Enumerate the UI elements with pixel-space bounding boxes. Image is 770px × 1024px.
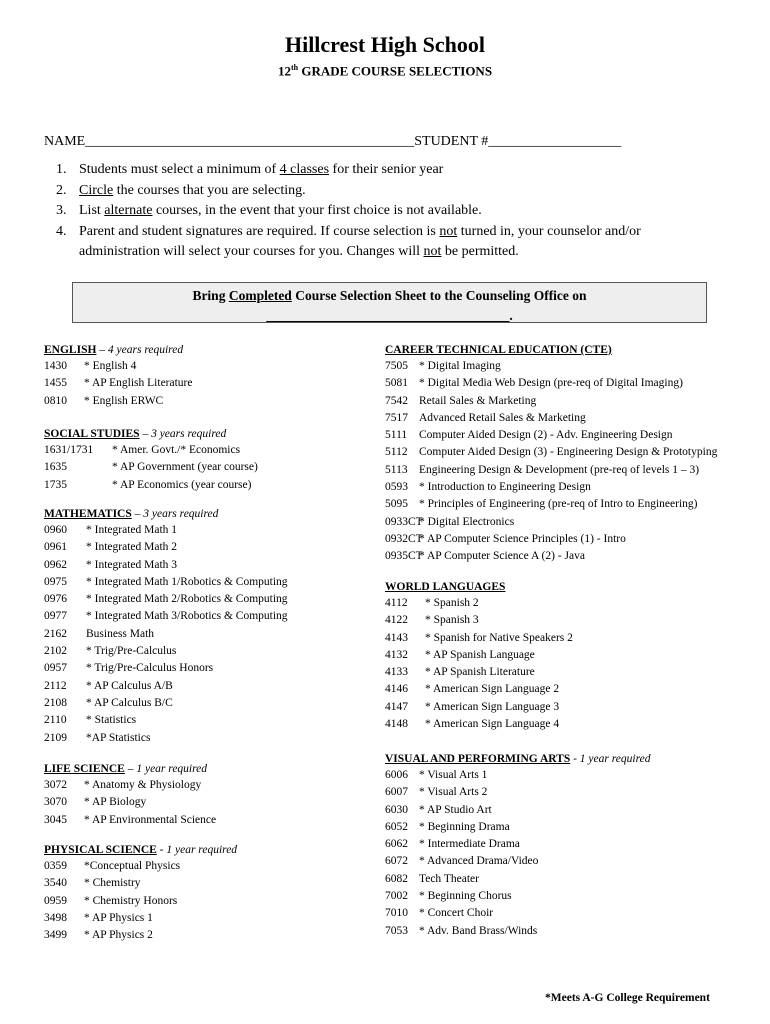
course-section: [44, 761, 216, 829]
course-row[interactable]: [385, 479, 717, 496]
course-row[interactable]: [44, 794, 216, 811]
notice-emphasis: Completed: [228, 288, 292, 303]
course-row[interactable]: [385, 531, 717, 548]
course-section: [385, 579, 573, 733]
course-name: * Digital Imaging: [419, 360, 501, 372]
course-code: 0933CT: [385, 515, 423, 528]
section-title: MATHEMATICS: [44, 508, 132, 520]
course-code: 0935CT: [385, 550, 423, 563]
section-heading: [385, 342, 717, 358]
course-name: * AP Government (year course): [112, 461, 258, 474]
item-number: 4.: [56, 223, 67, 239]
course-code: 2162: [44, 627, 67, 640]
section-title: LIFE SCIENCE: [44, 763, 125, 775]
course-row[interactable]: [385, 871, 650, 888]
course-name: * Concert Choir: [419, 907, 494, 920]
course-name: * American Sign Language 3: [425, 700, 560, 713]
section-heading: [44, 342, 193, 358]
course-row[interactable]: [44, 712, 288, 729]
section-requirement: – 1 year required: [124, 763, 208, 775]
course-name: Retail Sales & Marketing: [419, 394, 537, 407]
course-row[interactable]: [385, 375, 717, 392]
grade-number: 12: [277, 63, 291, 79]
course-name: * Beginning Chorus: [419, 890, 512, 903]
notice-date-line[interactable]: ____________________________________.: [266, 308, 513, 323]
instruction-item: [44, 222, 724, 263]
course-row[interactable]: [385, 595, 573, 612]
instruction-item: [44, 201, 724, 222]
course-name: * AP Environmental Science: [84, 813, 217, 826]
course-row[interactable]: [385, 819, 650, 836]
course-row[interactable]: [385, 802, 650, 819]
course-row[interactable]: [44, 777, 216, 794]
section-requirement: – 3 years required: [131, 508, 219, 520]
course-name: * Integrated Math 2/Robotics & Computing: [86, 593, 288, 606]
course-code: 0976: [44, 593, 67, 606]
course-name: * Trig/Pre-Calculus: [86, 645, 177, 658]
course-code: 4112: [385, 597, 408, 609]
course-row[interactable]: [385, 393, 717, 410]
instruction-text: turned in, your counselor and/or administration will select your courses for you. Changes will: [79, 223, 641, 259]
name-student-row: [44, 134, 724, 150]
course-code: 3540: [44, 877, 67, 890]
course-code: 6030: [385, 803, 408, 816]
instruction-text: for their senior year: [329, 162, 444, 177]
section-title: VISUAL AND PERFORMING ARTS: [385, 753, 571, 765]
course-code: 0932CT: [385, 532, 423, 545]
section-heading: [385, 751, 650, 767]
course-row[interactable]: [44, 875, 237, 892]
course-row[interactable]: [385, 630, 573, 647]
course-code: 3070: [44, 796, 67, 809]
course-code: 1631/1731: [44, 444, 94, 456]
course-name: Business Math: [86, 627, 155, 640]
course-name: * AP Spanish Literature: [425, 666, 535, 679]
course-row[interactable]: [385, 612, 573, 629]
course-code: 5113: [385, 463, 408, 476]
course-code: 3045: [44, 813, 67, 826]
course-row[interactable]: [44, 459, 258, 476]
instruction-text: the courses that you are selecting.: [113, 182, 306, 198]
course-row[interactable]: [385, 462, 717, 479]
course-name: * Advanced Drama/Video: [419, 855, 539, 868]
course-name: * Visual Arts 1: [419, 769, 488, 781]
course-row[interactable]: [44, 522, 288, 539]
course-code: 2112: [44, 679, 67, 692]
course-code: 0810: [44, 394, 67, 407]
course-row[interactable]: [385, 358, 717, 375]
course-row[interactable]: [44, 442, 258, 459]
course-name: * Spanish 2: [425, 597, 479, 609]
course-row[interactable]: [44, 730, 288, 747]
course-row[interactable]: [385, 647, 573, 664]
course-code: 0359: [44, 860, 67, 872]
course-row[interactable]: [385, 496, 717, 513]
instruction-item: [44, 181, 724, 202]
instruction-emphasis: not: [439, 223, 458, 239]
course-code: 6052: [385, 820, 408, 833]
course-section: [385, 751, 650, 940]
course-name: * Trig/Pre-Calculus Honors: [86, 662, 214, 675]
course-row[interactable]: [385, 514, 717, 531]
course-code: 0977: [44, 610, 67, 623]
course-name: Computer Aided Design (3) - Engineering Design & Prototyping: [419, 446, 718, 459]
course-name: * AP English Literature: [84, 377, 193, 390]
course-name: * English ERWC: [84, 394, 164, 407]
course-code: 1455: [44, 377, 67, 390]
course-name: * Principles of Engineering (pre-req of Intro to Engineering): [419, 498, 698, 511]
course-code: 7542: [385, 394, 408, 407]
course-name: *Conceptual Physics: [84, 860, 181, 872]
course-row[interactable]: [44, 393, 193, 410]
course-code: 7517: [385, 411, 408, 424]
notice-part: Course Selection Sheet to the Counseling Office on: [291, 288, 587, 303]
course-code: 6062: [385, 838, 408, 851]
course-row[interactable]: [44, 660, 288, 677]
course-row[interactable]: [44, 375, 193, 392]
course-row[interactable]: [385, 716, 573, 733]
name-field[interactable]: _______________________________________________: [85, 134, 415, 149]
course-code: 4133: [385, 666, 408, 679]
course-name: * Integrated Math 1: [86, 524, 178, 536]
course-row[interactable]: [44, 574, 288, 591]
course-row[interactable]: [44, 695, 288, 712]
counseling-notice-box: [72, 282, 707, 323]
course-name: * Spanish 3: [425, 614, 479, 627]
course-name: * Intermediate Drama: [419, 838, 520, 851]
course-code: 4122: [385, 614, 408, 627]
course-code: 7010: [385, 907, 408, 920]
course-name: * AP Physics 1: [84, 911, 153, 924]
section-requirement: - 1 year required: [156, 844, 238, 856]
course-name: * Chemistry: [84, 877, 141, 890]
course-section: [44, 426, 258, 494]
course-row[interactable]: [44, 557, 288, 574]
school-title: Hillcrest High School: [284, 32, 486, 57]
course-name: * American Sign Language 2: [425, 683, 560, 696]
item-number: 2.: [56, 182, 67, 198]
item-number: 1.: [56, 162, 67, 177]
course-name: * Digital Electronics: [419, 515, 515, 528]
course-code: 0975: [44, 575, 67, 588]
course-row[interactable]: [44, 893, 237, 910]
course-code: 5111: [385, 429, 408, 442]
course-row[interactable]: [385, 888, 650, 905]
course-row[interactable]: [385, 923, 650, 940]
section-title: CAREER TECHNICAL EDUCATION (CTE): [385, 344, 612, 356]
course-code: 0959: [44, 894, 67, 907]
course-name: Computer Aided Design (2) - Adv. Engineering Design: [419, 429, 673, 442]
course-row[interactable]: [385, 836, 650, 853]
course-name: * AP Spanish Language: [425, 648, 535, 661]
course-row[interactable]: [385, 905, 650, 922]
course-code: 3498: [44, 911, 67, 924]
course-row[interactable]: [44, 608, 288, 625]
course-name: * Introduction to Engineering Design: [419, 481, 591, 494]
instruction-text: Students must select a minimum of: [79, 162, 280, 177]
course-code: 4146: [385, 683, 408, 696]
course-code: 0961: [44, 541, 67, 554]
course-name: Engineering Design & Development (pre-req of levels 1 – 3): [419, 463, 700, 476]
course-row[interactable]: [385, 444, 717, 461]
course-code: 1430: [44, 360, 67, 372]
course-code: 7053: [385, 924, 408, 937]
instruction-text: courses, in the event that your first choice is not available.: [152, 203, 482, 218]
course-name: * Amer. Govt./* Economics: [112, 444, 241, 456]
course-code: 4132: [385, 648, 408, 661]
course-row[interactable]: [44, 678, 288, 695]
instructions-list: [44, 160, 724, 263]
section-requirement: – 3 years required: [139, 428, 227, 440]
course-section: [44, 842, 237, 944]
course-row[interactable]: [44, 358, 193, 375]
course-code: 2110: [44, 714, 67, 727]
course-name: * Spanish for Native Speakers 2: [425, 631, 573, 644]
section-heading: [44, 842, 237, 858]
section-heading: [44, 426, 258, 442]
course-name: * AP Physics 2: [84, 929, 153, 942]
course-name: * AP Calculus A/B: [86, 679, 173, 692]
course-row[interactable]: [385, 699, 573, 716]
course-code: 6072: [385, 855, 408, 868]
instruction-emphasis: 4 classes: [279, 162, 330, 177]
course-name: Tech Theater: [419, 872, 479, 885]
student-number-field[interactable]: ___________________: [488, 134, 622, 149]
course-row[interactable]: [44, 539, 288, 556]
course-row[interactable]: [44, 927, 237, 944]
course-code: 6007: [385, 786, 408, 799]
course-name: * AP Economics (year course): [112, 478, 252, 491]
course-name: * AP Studio Art: [419, 803, 492, 816]
section-heading: [44, 506, 288, 522]
course-name: * Statistics: [86, 714, 137, 727]
course-row[interactable]: [385, 664, 573, 681]
course-code: 1635: [44, 461, 67, 474]
section-heading: [44, 761, 216, 777]
course-row[interactable]: [44, 858, 237, 875]
course-row[interactable]: [44, 591, 288, 608]
section-title: ENGLISH: [44, 344, 97, 356]
course-code: 2102: [44, 645, 67, 658]
course-name: * American Sign Language 4: [425, 718, 560, 731]
course-code: 5081: [385, 377, 408, 390]
course-name: * AP Computer Science A (2) - Java: [419, 550, 585, 563]
page-subtitle: [0, 63, 770, 79]
course-row[interactable]: [44, 812, 216, 829]
course-name: * Integrated Math 3/Robotics & Computing: [86, 610, 288, 623]
course-name: * AP Calculus B/C: [86, 696, 173, 709]
course-code: 0593: [385, 481, 408, 494]
course-name: * AP Computer Science Principles (1) - Intro: [419, 532, 626, 545]
item-number: 3.: [56, 203, 67, 218]
instruction-item: [44, 160, 724, 181]
course-section: [385, 342, 717, 566]
course-code: 5112: [385, 446, 408, 459]
name-label: NAME: [44, 134, 86, 149]
course-row[interactable]: [385, 410, 717, 427]
course-name: * Chemistry Honors: [84, 894, 178, 907]
section-requirement: - 1 year required: [570, 753, 651, 765]
course-row[interactable]: [385, 548, 717, 565]
section-heading: [385, 579, 573, 595]
course-code: 0962: [44, 558, 67, 571]
course-name: * Visual Arts 2: [419, 786, 488, 799]
section-title: WORLD LANGUAGES: [385, 581, 506, 593]
course-name: * Integrated Math 2: [86, 541, 178, 554]
instruction-text: List: [79, 203, 105, 218]
course-code: 4147: [385, 700, 408, 713]
grade-suffix: th: [290, 63, 299, 72]
course-code: 6082: [385, 872, 408, 885]
course-code: 0957: [44, 662, 67, 675]
course-name: * AP Biology: [84, 796, 147, 809]
course-name: * Integrated Math 3: [86, 558, 178, 571]
instruction-text: be permitted.: [441, 244, 519, 259]
instruction-text: Parent and student signatures are required. If course selection is: [79, 223, 440, 239]
course-code: 7505: [385, 360, 408, 372]
student-number-label: STUDENT #: [414, 134, 489, 149]
course-row[interactable]: [385, 427, 717, 444]
footer-note: *Meets A-G College Requirement: [545, 992, 710, 1004]
course-row[interactable]: [44, 626, 288, 643]
course-code: 4143: [385, 631, 408, 644]
course-code: 7002: [385, 890, 408, 903]
course-code: 3072: [44, 779, 67, 791]
course-row[interactable]: [44, 910, 237, 927]
course-name: * Anatomy & Physiology: [84, 779, 202, 791]
subtitle-text: GRADE COURSE SELECTIONS: [298, 63, 493, 79]
course-code: 2108: [44, 696, 67, 709]
course-code: 2109: [44, 731, 67, 744]
course-name: *AP Statistics: [86, 731, 151, 744]
course-row[interactable]: [44, 643, 288, 660]
course-row[interactable]: [385, 853, 650, 870]
instruction-emphasis: alternate: [104, 203, 153, 218]
course-code: 1735: [44, 478, 67, 491]
course-name: * Digital Media Web Design (pre-req of Digital Imaging): [419, 377, 683, 390]
section-title: SOCIAL STUDIES: [44, 428, 140, 440]
course-row[interactable]: [44, 477, 258, 494]
course-name: * Beginning Drama: [419, 820, 510, 833]
course-code: 3499: [44, 929, 67, 942]
course-name: * Integrated Math 1/Robotics & Computing: [86, 575, 288, 588]
course-row[interactable]: [385, 767, 650, 784]
notice-part: Bring: [192, 288, 229, 303]
course-section: [44, 342, 193, 410]
course-row[interactable]: [385, 784, 650, 801]
course-name: Advanced Retail Sales & Marketing: [419, 411, 586, 424]
notice-text: [73, 286, 706, 306]
instruction-emphasis: not: [423, 244, 442, 259]
course-code: 4148: [385, 718, 408, 731]
course-row[interactable]: [385, 681, 573, 698]
course-name: * English 4: [84, 360, 137, 372]
course-code: 5095: [385, 498, 408, 511]
course-code: 6006: [385, 769, 408, 781]
course-code: 0960: [44, 524, 67, 536]
course-name: * Adv. Band Brass/Winds: [419, 924, 538, 937]
instruction-emphasis: Circle: [79, 182, 114, 198]
course-section: [44, 506, 288, 747]
section-title: PHYSICAL SCIENCE: [44, 844, 157, 856]
section-requirement: – 4 years required: [96, 344, 184, 356]
